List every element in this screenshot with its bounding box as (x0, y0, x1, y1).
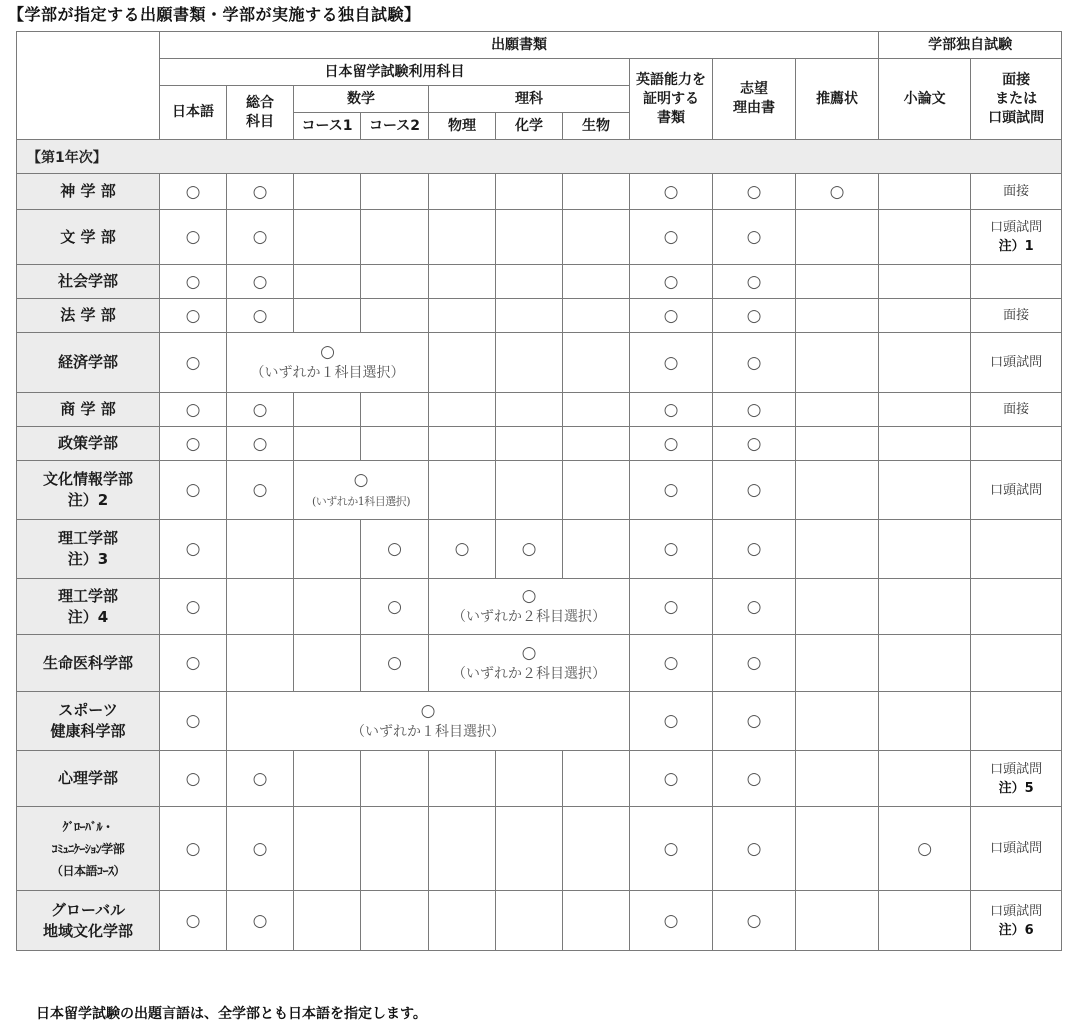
mark-select-one: ○ （いずれか１科目選択） (227, 333, 429, 393)
faculty-ho: 法 学 部 (17, 299, 160, 333)
table-row (17, 579, 1062, 635)
mark-shibo: ○ (713, 635, 796, 692)
mark-sogo: ○ (227, 807, 294, 891)
faculty-seimei: 生命医科学部 (17, 635, 160, 692)
mark-sogo: ○ (227, 265, 294, 299)
mark-nihongo: ○ (160, 333, 227, 393)
faculty-riko-4: 理工学部 注）4 (17, 579, 160, 635)
mark-shibo: ○ (713, 520, 796, 579)
interview-sho: 面接 (971, 393, 1062, 427)
mark-select-one: ○ （いずれか１科目選択） (227, 692, 630, 751)
faculty-sho: 商 学 部 (17, 393, 160, 427)
mark-eigo: ○ (630, 807, 713, 891)
mark-sogo: ○ (227, 210, 294, 265)
table-row (17, 635, 1062, 692)
mark-butsuri: ○ (429, 520, 496, 579)
table-row (17, 427, 1062, 461)
mark-eigo: ○ (630, 174, 713, 210)
mark-course2: ○ (361, 520, 429, 579)
mark-eigo: ○ (630, 461, 713, 520)
mark-shibo: ○ (713, 210, 796, 265)
mark-sogo: ○ (227, 174, 294, 210)
mark-select-math: ○ (いずれか1科目選択) (294, 461, 429, 520)
interview-gc: 口頭試問 (971, 807, 1062, 891)
header-suisen: 推薦状 (796, 59, 879, 140)
table-row (17, 174, 1062, 210)
mark-sogo: ○ (227, 891, 294, 951)
mark-eigo: ○ (630, 692, 713, 751)
faculty-seisaku: 政策学部 (17, 427, 160, 461)
table-row (17, 265, 1062, 299)
mark-nihongo: ○ (160, 635, 227, 692)
mark-nihongo: ○ (160, 579, 227, 635)
mark-nihongo: ○ (160, 210, 227, 265)
faculty-sports: スポーツ 健康科学部 (17, 692, 160, 751)
mark-nihongo: ○ (160, 461, 227, 520)
interview-keizai: 口頭試問 (971, 333, 1062, 393)
mark-nihongo: ○ (160, 174, 227, 210)
interview-ho: 面接 (971, 299, 1062, 333)
faculty-global-regional: グローバル 地域文化学部 (17, 891, 160, 951)
mark-course2: ○ (361, 635, 429, 692)
header-rika: 理科 (429, 86, 630, 113)
mark-eigo: ○ (630, 265, 713, 299)
mark-eigo: ○ (630, 751, 713, 807)
table-row (17, 891, 1062, 951)
header-dokuji: 学部独自試験 (879, 32, 1062, 59)
mark-shibo: ○ (713, 891, 796, 951)
requirements-table (16, 31, 1062, 951)
mark-shibo: ○ (713, 461, 796, 520)
mark-sogo: ○ (227, 461, 294, 520)
header-shoronbun: 小論文 (879, 59, 971, 140)
header-course1: コース1 (294, 113, 361, 140)
mark-course2: ○ (361, 579, 429, 635)
mark-sogo: ○ (227, 299, 294, 333)
table-row (17, 393, 1062, 427)
faculty-bunka: 文化情報学部 注）2 (17, 461, 160, 520)
mark-shibo: ○ (713, 265, 796, 299)
mark-nihongo: ○ (160, 427, 227, 461)
table-row (17, 333, 1062, 393)
mark-kagaku: ○ (496, 520, 563, 579)
mark-nihongo: ○ (160, 520, 227, 579)
header-sogo: 総合 科目 (227, 86, 294, 140)
interview-bun: 口頭試問 注）1 (971, 210, 1062, 265)
mark-eigo: ○ (630, 520, 713, 579)
table-row (17, 520, 1062, 579)
mark-shoronbun: ○ (879, 807, 971, 891)
header-mensetsu: 面接 または 口頭試問 (971, 59, 1062, 140)
mark-shibo: ○ (713, 692, 796, 751)
mark-sogo: ○ (227, 751, 294, 807)
mark-shibo: ○ (713, 751, 796, 807)
interview-shin: 面接 (971, 174, 1062, 210)
mark-shibo: ○ (713, 579, 796, 635)
faculty-shin: 神 学 部 (17, 174, 160, 210)
header-butsuri: 物理 (429, 113, 496, 140)
faculty-shakai: 社会学部 (17, 265, 160, 299)
faculty-bun: 文 学 部 (17, 210, 160, 265)
mark-select-two: ○ （いずれか２科目選択） (429, 579, 630, 635)
header-shibo: 志望 理由書 (713, 59, 796, 140)
mark-eigo: ○ (630, 333, 713, 393)
mark-shibo: ○ (713, 807, 796, 891)
mark-eigo: ○ (630, 210, 713, 265)
faculty-keizai: 経済学部 (17, 333, 160, 393)
table-row (17, 692, 1062, 751)
mark-nihongo: ○ (160, 807, 227, 891)
page-title: 【学部が指定する出願書類・学部が実施する独自試験】 (8, 5, 421, 24)
mark-eigo: ○ (630, 299, 713, 333)
mark-select-two: ○ （いずれか２科目選択） (429, 635, 630, 692)
header-eju: 日本留学試験利用科目 (160, 59, 630, 86)
interview-gr: 口頭試問 注）6 (971, 891, 1062, 951)
header-course2: コース2 (361, 113, 429, 140)
mark-eigo: ○ (630, 579, 713, 635)
mark-sogo: ○ (227, 427, 294, 461)
mark-eigo: ○ (630, 635, 713, 692)
header-kagaku: 化学 (496, 113, 563, 140)
table-row (17, 751, 1062, 807)
faculty-riko-3: 理工学部 注）3 (17, 520, 160, 579)
mark-shibo: ○ (713, 393, 796, 427)
table-row (17, 807, 1062, 891)
header-sugaku: 数学 (294, 86, 429, 113)
interview-shinri: 口頭試問 注）5 (971, 751, 1062, 807)
mark-nihongo: ○ (160, 265, 227, 299)
mark-nihongo: ○ (160, 299, 227, 333)
header-eigo: 英語能力を 証明する 書類 (630, 59, 713, 140)
mark-nihongo: ○ (160, 692, 227, 751)
mark-nihongo: ○ (160, 891, 227, 951)
table-row (17, 299, 1062, 333)
table-row (17, 461, 1062, 520)
mark-eigo: ○ (630, 891, 713, 951)
year-row: 【第1年次】 (17, 140, 1062, 174)
mark-shibo: ○ (713, 333, 796, 393)
header-seibutsu: 生物 (563, 113, 630, 140)
table-row (17, 210, 1062, 265)
mark-nihongo: ○ (160, 751, 227, 807)
mark-eigo: ○ (630, 393, 713, 427)
mark-sogo: ○ (227, 393, 294, 427)
mark-shibo: ○ (713, 299, 796, 333)
mark-nihongo: ○ (160, 393, 227, 427)
interview-bunka: 口頭試問 (971, 461, 1062, 520)
faculty-global-communication: ｸﾞﾛｰﾊﾞﾙ・ ｺﾐｭﾆｹｰｼｮﾝ学部 （日本語ｺｰｽ） (17, 807, 160, 891)
mark-shibo: ○ (713, 174, 796, 210)
faculty-shinri: 心理学部 (17, 751, 160, 807)
mark-suisen: ○ (796, 174, 879, 210)
mark-shibo: ○ (713, 427, 796, 461)
mark-eigo: ○ (630, 427, 713, 461)
header-nihongo: 日本語 (160, 86, 227, 140)
header-shutsugan: 出願書類 (160, 32, 879, 59)
corner-cell (17, 32, 160, 140)
footnote: 日本留学試験の出題言語は、全学部とも日本語を指定します。 (36, 1006, 427, 1022)
